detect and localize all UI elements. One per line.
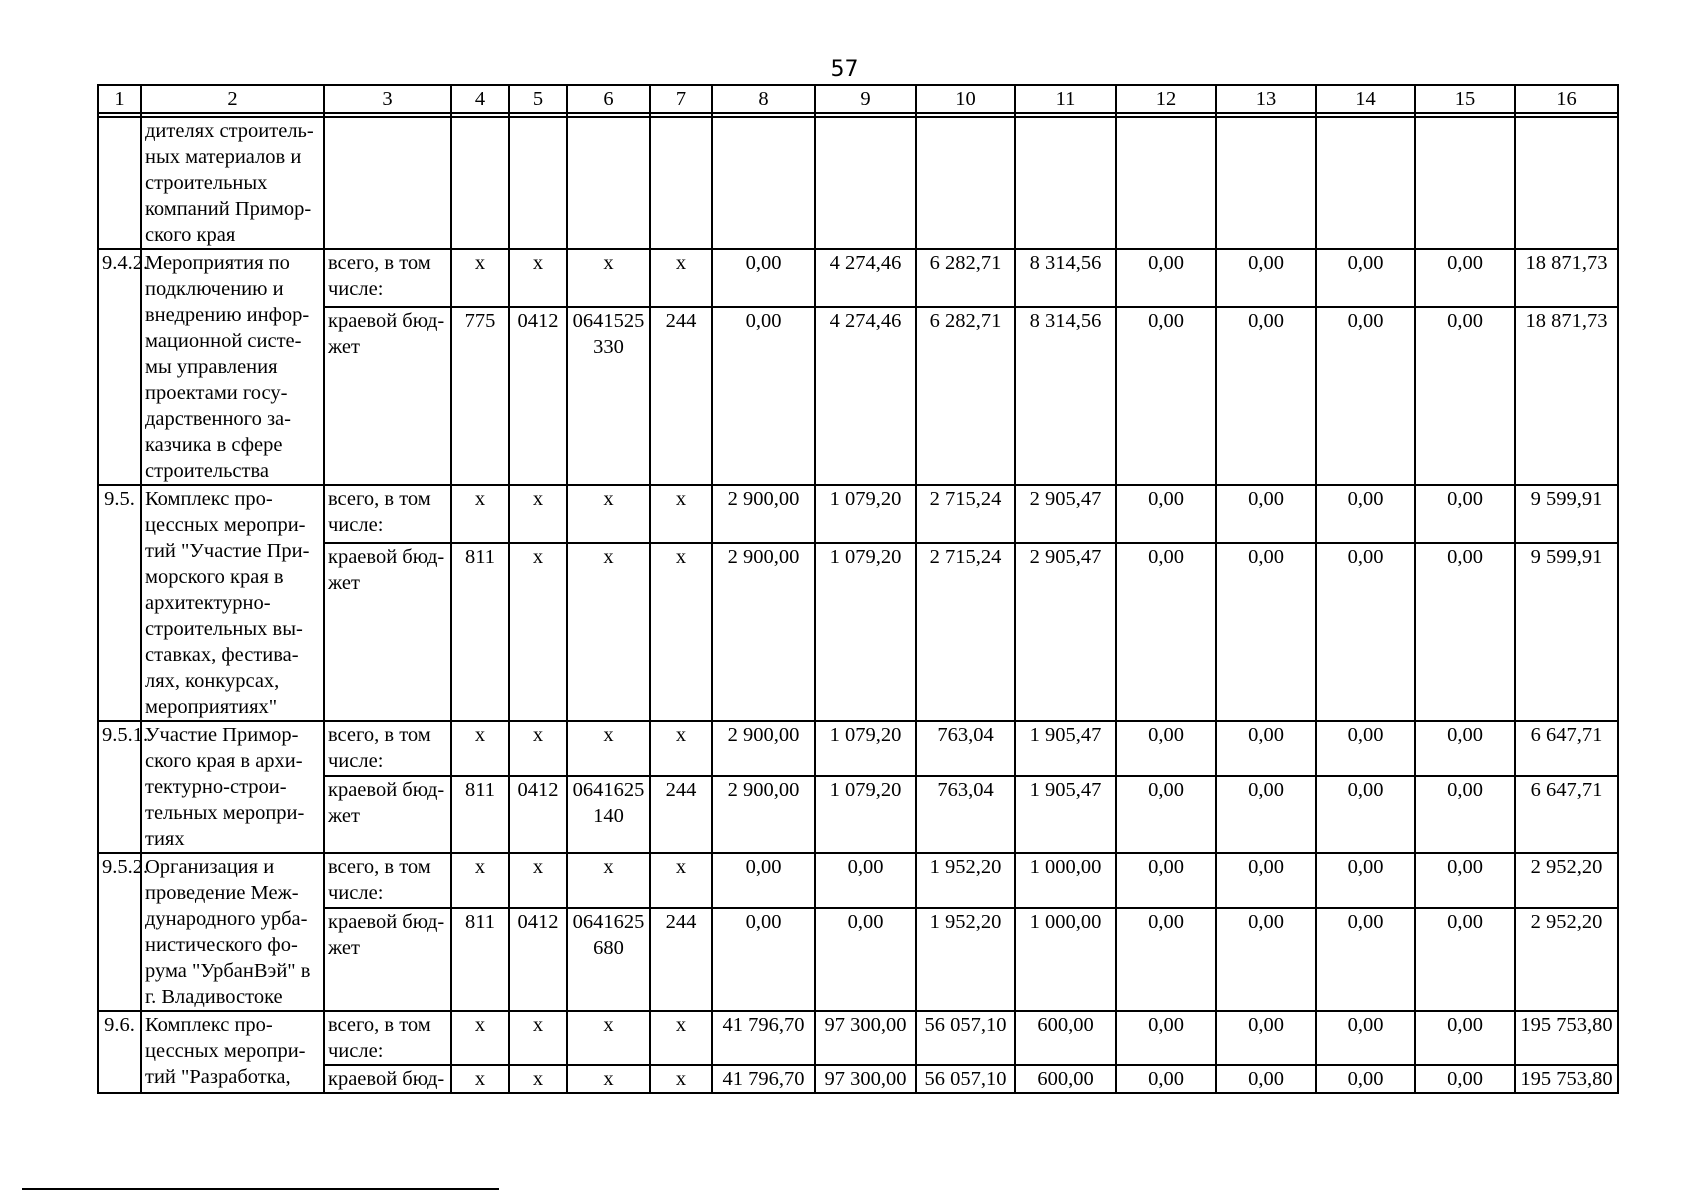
cell-c16: 195 753,80 (1515, 1065, 1618, 1093)
cell-c13: 0,00 (1216, 249, 1316, 307)
cell-c14: 0,00 (1316, 543, 1415, 721)
continuation-name: дителях строитель-ных материалов и строительных компаний Примор-ского края (141, 117, 324, 249)
cell-c10: 763,04 (916, 776, 1015, 853)
cell-c8: 0,00 (712, 249, 815, 307)
row-code: 9.5.2. (98, 853, 141, 1011)
cell-c13: 0,00 (1216, 1065, 1316, 1093)
header-row (98, 85, 1618, 113)
header-cell: 11 (1015, 85, 1116, 113)
cell-c10: 1 952,20 (916, 853, 1015, 908)
cell-c15: 0,00 (1415, 853, 1515, 908)
cell-c14: 0,00 (1316, 249, 1415, 307)
cell-c12: 0,00 (1116, 908, 1216, 1011)
funding-source: краевой бюд- (324, 1065, 451, 1093)
row-name: Комплекс про-цессных меропри-тий "Разработка, (141, 1011, 324, 1093)
cell-c4: х (451, 249, 509, 307)
cell-c10: 56 057,10 (916, 1011, 1015, 1065)
cell-c12: 0,00 (1116, 485, 1216, 543)
table-row-budget (98, 307, 1618, 485)
cell-c11: 1 905,47 (1015, 776, 1116, 853)
cell-c11: 1 000,00 (1015, 853, 1116, 908)
cell-c4: 811 (451, 543, 509, 721)
cell-c5: х (509, 543, 567, 721)
cell-c4: 775 (451, 307, 509, 485)
cell-c6: х (567, 543, 650, 721)
cell-c13: 0,00 (1216, 853, 1316, 908)
cell-c5: 0412 (509, 908, 567, 1011)
cell-c14: 0,00 (1316, 1065, 1415, 1093)
cell-c16: 18 871,73 (1515, 307, 1618, 485)
cell-c13: 0,00 (1216, 307, 1316, 485)
cell-c6: 0641625 680 (567, 908, 650, 1011)
cell-c12: 0,00 (1116, 1065, 1216, 1093)
cell-c14: 0,00 (1316, 307, 1415, 485)
cell-c4: х (451, 721, 509, 776)
cell-c15: 0,00 (1415, 776, 1515, 853)
budget-table (97, 84, 1619, 1094)
cell-c6: 0641525 330 (567, 307, 650, 485)
cell-c5: х (509, 1011, 567, 1065)
cell-c14: 0,00 (1316, 776, 1415, 853)
cell-c15: 0,00 (1415, 908, 1515, 1011)
cell-c11: 1 000,00 (1015, 908, 1116, 1011)
cell-c10: 2 715,24 (916, 485, 1015, 543)
cell-c13: 0,00 (1216, 1011, 1316, 1065)
cell-c9: 0,00 (815, 908, 916, 1011)
table-row-total (98, 249, 1618, 307)
cell-c14: 0,00 (1316, 853, 1415, 908)
cell-c6: 0641625 140 (567, 776, 650, 853)
funding-source: всего, в том числе: (324, 721, 451, 776)
header-cell: 4 (451, 85, 509, 113)
cell-c10: 763,04 (916, 721, 1015, 776)
table-row-budget (98, 543, 1618, 721)
cell-c15: 0,00 (1415, 543, 1515, 721)
row-name: Комплекс про-цессных меропри-тий "Участие При-морского края в архитектурно-строительных вы-ставках, фестива-лях, конкурсах, мероприятиях" (141, 485, 324, 721)
cell-c5: 0412 (509, 307, 567, 485)
cell-c7: 244 (650, 307, 712, 485)
cell-c9: 97 300,00 (815, 1011, 916, 1065)
cell-c5: х (509, 249, 567, 307)
cell-c12: 0,00 (1116, 721, 1216, 776)
cell-c15: 0,00 (1415, 1011, 1515, 1065)
footnote-rule (22, 1188, 499, 1190)
cell-c4: х (451, 853, 509, 908)
continuation-row (98, 117, 1618, 249)
cell-c6: х (567, 485, 650, 543)
cell-c12: 0,00 (1116, 307, 1216, 485)
cell-c16: 6 647,71 (1515, 721, 1618, 776)
cell-c8: 2 900,00 (712, 485, 815, 543)
cell-c12: 0,00 (1116, 543, 1216, 721)
cell-c7: х (650, 249, 712, 307)
cell-c5: х (509, 1065, 567, 1093)
funding-source: всего, в том числе: (324, 1011, 451, 1065)
header-cell: 5 (509, 85, 567, 113)
cell-c11: 8 314,56 (1015, 307, 1116, 485)
funding-source: краевой бюд-жет (324, 776, 451, 853)
row-code: 9.6. (98, 1011, 141, 1093)
cell-c15: 0,00 (1415, 485, 1515, 543)
cell-c7: х (650, 485, 712, 543)
row-name: Участие Примор-ского края в архи-тектурно-строи-тельных меропри-тиях (141, 721, 324, 853)
cell-c11: 600,00 (1015, 1065, 1116, 1093)
header-cell: 1 (98, 85, 141, 113)
cell-c7: х (650, 543, 712, 721)
cell-c13: 0,00 (1216, 543, 1316, 721)
cell-c13: 0,00 (1216, 721, 1316, 776)
cell-c5: 0412 (509, 776, 567, 853)
cell-c9: 97 300,00 (815, 1065, 916, 1093)
cell-c11: 2 905,47 (1015, 543, 1116, 721)
header-cell: 8 (712, 85, 815, 113)
cell-c15: 0,00 (1415, 1065, 1515, 1093)
funding-source: краевой бюд-жет (324, 307, 451, 485)
cell-c9: 4 274,46 (815, 307, 916, 485)
cell-c14: 0,00 (1316, 908, 1415, 1011)
cell-c5: х (509, 485, 567, 543)
header-cell: 6 (567, 85, 650, 113)
cell-c8: 2 900,00 (712, 776, 815, 853)
cell-c10: 56 057,10 (916, 1065, 1015, 1093)
cell-c7: 244 (650, 908, 712, 1011)
cell-c16: 18 871,73 (1515, 249, 1618, 307)
cell-c12: 0,00 (1116, 249, 1216, 307)
table-row-budget (98, 776, 1618, 853)
header-cell: 7 (650, 85, 712, 113)
cell-c12: 0,00 (1116, 853, 1216, 908)
cell-c5: х (509, 853, 567, 908)
cell-c5: х (509, 721, 567, 776)
header-cell: 9 (815, 85, 916, 113)
cell-c7: х (650, 1065, 712, 1093)
cell-c7: 244 (650, 776, 712, 853)
cell-c4: 811 (451, 776, 509, 853)
cell-c10: 1 952,20 (916, 908, 1015, 1011)
cell-c4: х (451, 1065, 509, 1093)
cell-c15: 0,00 (1415, 249, 1515, 307)
row-name: Организация и проведение Меж-дународного урба-нистического фо-рума "УрбанВэй" в г. Владивостоке (141, 853, 324, 1011)
cell-c4: х (451, 1011, 509, 1065)
cell-c13: 0,00 (1216, 908, 1316, 1011)
cell-c16: 2 952,20 (1515, 908, 1618, 1011)
cell-c10: 2 715,24 (916, 543, 1015, 721)
cell-c11: 600,00 (1015, 1011, 1116, 1065)
cell-c15: 0,00 (1415, 307, 1515, 485)
cell-c9: 1 079,20 (815, 721, 916, 776)
cell-c13: 0,00 (1216, 776, 1316, 853)
cell-c11: 8 314,56 (1015, 249, 1116, 307)
cell-c7: х (650, 721, 712, 776)
header-cell: 12 (1116, 85, 1216, 113)
cell-c6: х (567, 249, 650, 307)
row-code: 9.5.1. (98, 721, 141, 853)
cell-c9: 1 079,20 (815, 543, 916, 721)
cell-c16: 9 599,91 (1515, 543, 1618, 721)
cell-c9: 1 079,20 (815, 776, 916, 853)
header-cell: 10 (916, 85, 1015, 113)
cell-c12: 0,00 (1116, 776, 1216, 853)
cell-c14: 0,00 (1316, 721, 1415, 776)
cell-c16: 6 647,71 (1515, 776, 1618, 853)
cell-c9: 4 274,46 (815, 249, 916, 307)
funding-source: краевой бюд-жет (324, 543, 451, 721)
funding-source: всего, в том числе: (324, 485, 451, 543)
funding-source: всего, в том числе: (324, 249, 451, 307)
cell-c10: 6 282,71 (916, 249, 1015, 307)
table-row-total (98, 1011, 1618, 1065)
cell-c16: 2 952,20 (1515, 853, 1618, 908)
cell-c6: х (567, 721, 650, 776)
funding-source: всего, в том числе: (324, 853, 451, 908)
cell-c8: 2 900,00 (712, 721, 815, 776)
table-row-total (98, 853, 1618, 908)
cell-c11: 1 905,47 (1015, 721, 1116, 776)
cell-c16: 195 753,80 (1515, 1011, 1618, 1065)
header-cell: 14 (1316, 85, 1415, 113)
header-cell: 3 (324, 85, 451, 113)
cell-c8: 2 900,00 (712, 543, 815, 721)
cell-c15: 0,00 (1415, 721, 1515, 776)
cell-c4: 811 (451, 908, 509, 1011)
cell-c9: 0,00 (815, 853, 916, 908)
cell-c8: 0,00 (712, 307, 815, 485)
header-cell: 13 (1216, 85, 1316, 113)
cell-c9: 1 079,20 (815, 485, 916, 543)
continuation-code (98, 117, 141, 249)
cell-c8: 41 796,70 (712, 1011, 815, 1065)
header-cell: 15 (1415, 85, 1515, 113)
cell-c12: 0,00 (1116, 1011, 1216, 1065)
row-code: 9.4.2. (98, 249, 141, 485)
cell-c7: х (650, 853, 712, 908)
header-cell: 16 (1515, 85, 1618, 113)
cell-c16: 9 599,91 (1515, 485, 1618, 543)
table-row-total (98, 485, 1618, 543)
cell-c14: 0,00 (1316, 1011, 1415, 1065)
cell-c7: х (650, 1011, 712, 1065)
cell-c6: х (567, 853, 650, 908)
table-row-budget (98, 908, 1618, 1011)
cell-c11: 2 905,47 (1015, 485, 1116, 543)
cell-c6: х (567, 1065, 650, 1093)
cell-c8: 0,00 (712, 853, 815, 908)
cell-c13: 0,00 (1216, 485, 1316, 543)
cell-c14: 0,00 (1316, 485, 1415, 543)
table-row-budget (98, 1065, 1618, 1093)
cell-c6: х (567, 1011, 650, 1065)
table-row-total (98, 721, 1618, 776)
page-number: 57 (830, 57, 859, 82)
cell-c4: х (451, 485, 509, 543)
header-cell: 2 (141, 85, 324, 113)
row-name: Мероприятия по подключению и внедрению инфор-мационной систе-мы управления проектами госу-дарственного за-казчика в сфере строительства (141, 249, 324, 485)
cell-c8: 41 796,70 (712, 1065, 815, 1093)
cell-c8: 0,00 (712, 908, 815, 1011)
funding-source: краевой бюд-жет (324, 908, 451, 1011)
row-code: 9.5. (98, 485, 141, 721)
cell-c10: 6 282,71 (916, 307, 1015, 485)
